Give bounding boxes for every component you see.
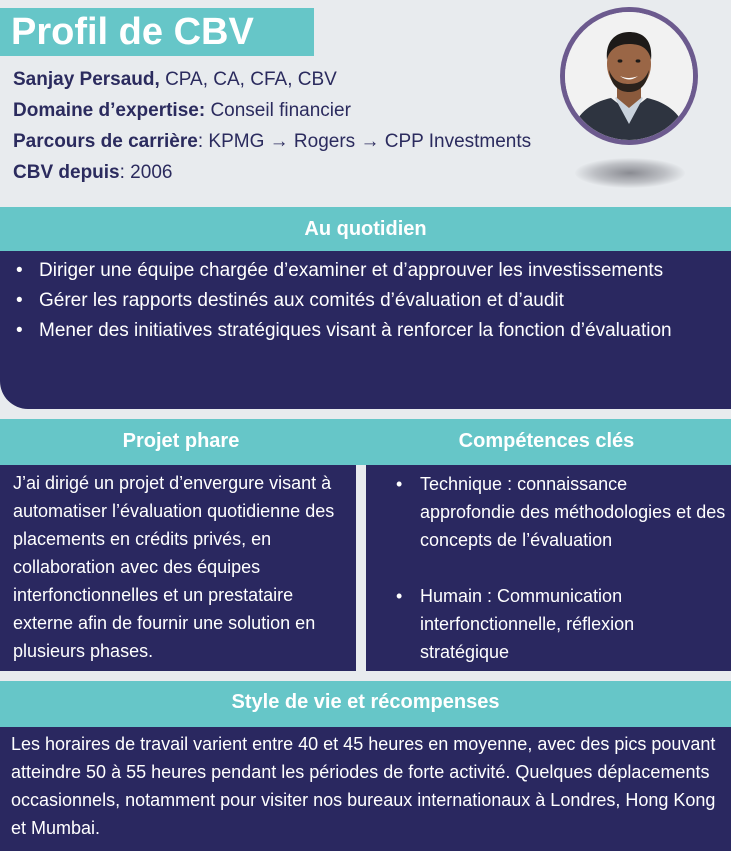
expertise-line [13, 99, 351, 123]
section-daily-heading [0, 207, 731, 251]
career-label: Parcours de carrière [13, 131, 198, 152]
person-portrait-icon [565, 12, 693, 140]
project-panel [0, 465, 356, 671]
section-split-heading-band [0, 419, 731, 465]
bullet-dot-icon: • [16, 260, 23, 281]
daily-item-text: Mener des initiatives stratégiques visant à renforcer la fonction d’évaluation [39, 320, 672, 341]
profile-photo [565, 12, 693, 140]
photo-shadow [575, 158, 685, 188]
list-item [16, 256, 706, 286]
list-item [16, 316, 706, 346]
lifestyle-panel [0, 727, 731, 851]
career-value: : KPMG → Rogers → CPP Investments [197, 131, 532, 152]
skills-list [396, 470, 726, 666]
project-heading: Projet phare [122, 430, 240, 452]
name-line [13, 68, 337, 92]
since-label: CBV depuis [13, 162, 120, 183]
since-line [13, 161, 172, 185]
page-title: Profil de CBV [11, 11, 254, 53]
skill-item-text: Technique : connaissance approfondie des méthodologies et des concepts de l’évaluation [420, 474, 726, 550]
skill-item-text: Humain : Communication interfonctionnelle, réflexion stratégique [420, 586, 635, 662]
list-item [396, 582, 726, 666]
daily-heading-text: Au quotidien [304, 218, 427, 240]
daily-item-text: Diriger une équipe chargée d’examiner et d’approuver les investissements [39, 260, 664, 281]
section-daily-panel [0, 251, 731, 409]
project-text: J’ai dirigé un projet d’envergure visant à automatiser l’évaluation quotidienne des placements en crédits privés, en collaboration avec des équipes interfonctionnelles et un prestataire externe afin de fournir une solution en plusieurs phases. [13, 473, 335, 661]
profile-header [0, 0, 731, 200]
since-value: : 2006 [119, 162, 173, 183]
person-name: Sanjay Persaud, [13, 69, 160, 90]
expertise-value: Conseil financier [205, 100, 351, 121]
list-item [16, 286, 706, 316]
lifestyle-text: Les horaires de travail varient entre 40 et 45 heures en moyenne, avec des pics pouvant atteindre 50 à 55 heures pendant les périodes de forte activité. Quelques déplacements occasionnels, notamment pour visiter nos bureaux internationaux à Londres, Hong Kong et Mumbai. [11, 734, 716, 838]
expertise-label: Domaine d’expertise: [13, 100, 206, 121]
section-lifestyle-heading [0, 681, 731, 727]
career-line [13, 130, 531, 154]
skills-panel [366, 465, 731, 671]
list-item [396, 470, 726, 554]
title-banner [0, 8, 314, 56]
daily-list [16, 256, 706, 346]
skills-heading: Compétences clés [458, 430, 635, 452]
bullet-dot-icon: • [16, 290, 23, 311]
bullet-dot-icon: • [16, 320, 23, 341]
person-credentials: CPA, CA, CFA, CBV [159, 69, 337, 90]
lifestyle-heading-text: Style de vie et récompenses [231, 691, 500, 713]
profile-photo-frame [560, 7, 698, 145]
bullet-dot-icon: • [396, 586, 403, 606]
bullet-dot-icon: • [396, 474, 403, 494]
daily-item-text: Gérer les rapports destinés aux comités d’évaluation et d’audit [39, 290, 564, 311]
